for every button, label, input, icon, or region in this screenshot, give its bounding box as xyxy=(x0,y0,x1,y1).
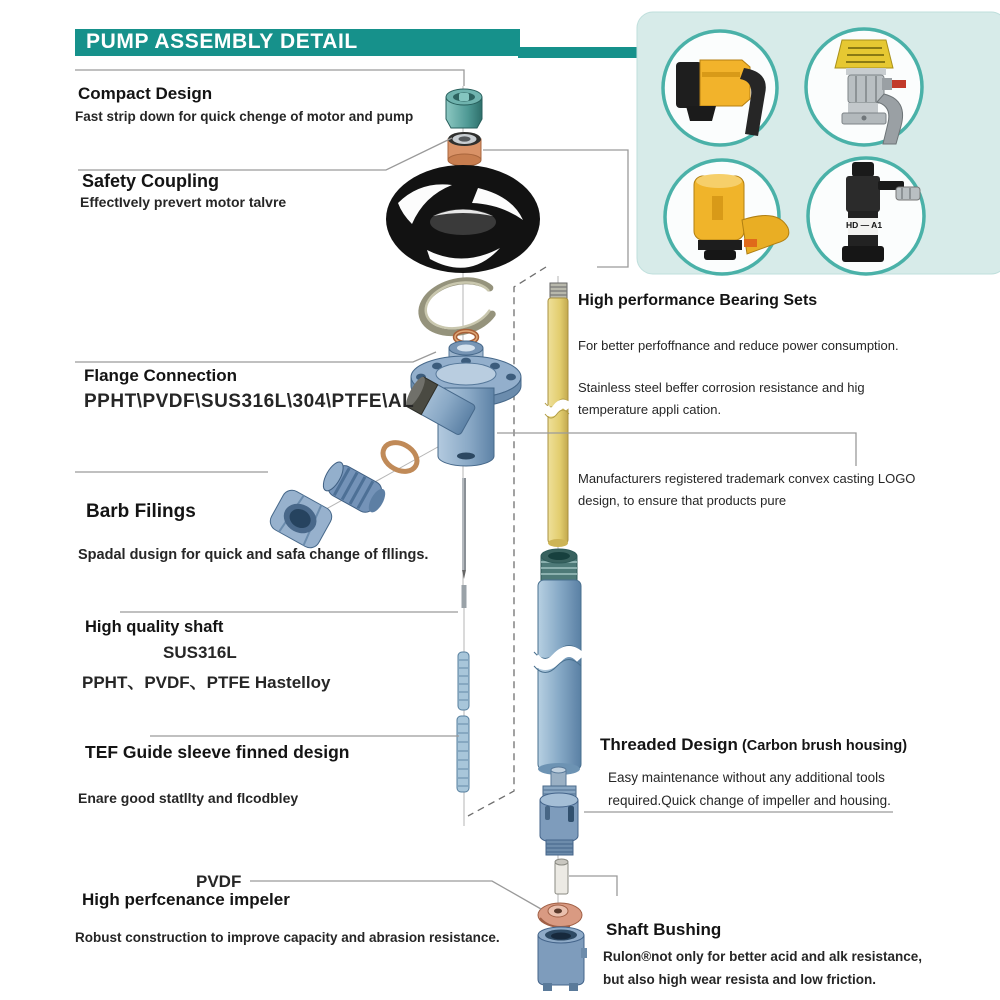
callout-tef-guide-desc: Enare good statllty and flcodbley xyxy=(78,790,299,806)
product-photos-panel xyxy=(637,12,1000,274)
callout-barb-filings-title: Barb Filings xyxy=(86,501,196,522)
callout-shaft-bushing-title: Shaft Bushing xyxy=(606,920,722,939)
barb-fitting-part xyxy=(319,459,390,518)
page-title: PUMP ASSEMBLY DETAIL xyxy=(86,30,358,53)
callout-flange-connection-desc: PPHT\PVDF\SUS316L\304\PTFE\AL xyxy=(84,391,415,412)
shaft-part xyxy=(462,478,466,608)
callout-threaded-design-desc2: required.Quick change of impeller and housing. xyxy=(608,793,891,808)
callout-threaded-design-title-suffix: (Carbon brush housing) xyxy=(737,738,908,754)
callout-bearing-sets-desc2: Stainless steel beffer corrosion resistance and hig xyxy=(578,380,865,395)
o-ring-part xyxy=(378,437,422,477)
threaded-column-part xyxy=(534,549,581,775)
callout-impeller-pre: PVDF xyxy=(196,872,242,891)
callout-shaft-line3: PPHT、PVDF、PTFE Hastelloy xyxy=(82,673,331,692)
callout-tef-guide-title: TEF Guide sleeve finned design xyxy=(85,742,350,762)
header-rule xyxy=(518,47,639,58)
callout-threaded-design-title-row xyxy=(600,735,907,755)
callout-compact-design-title: Compact Design xyxy=(78,84,213,103)
callout-logo-note-line2: design, to ensure that products pure xyxy=(578,493,787,508)
callout-shaft-line2: SUS316L xyxy=(163,643,237,662)
callout-logo-note-line1: Manufacturers registered trademark convex casting LOGO xyxy=(578,471,916,486)
callout-flange-connection-title: Flange Connection xyxy=(84,366,237,385)
flange-part xyxy=(403,341,521,466)
snap-ring-part xyxy=(416,274,498,340)
coupling-disc-part xyxy=(386,165,540,273)
coupling-cap-part xyxy=(446,89,482,128)
callout-safety-coupling-title: Safety Coupling xyxy=(82,171,220,191)
shaft-bushing-part xyxy=(555,859,568,894)
callout-barb-filings-desc: Spadal dusign for quick and safa change of fllings. xyxy=(78,547,429,563)
callout-bearing-sets-title: High performance Bearing Sets xyxy=(578,292,818,309)
callout-shaft-title: High quality shaft xyxy=(85,618,224,636)
callout-shaft-bushing-desc2: but also high wear resista and low friction. xyxy=(603,972,877,987)
callout-compact-design-desc: Fast strip down for quick chenge of motor and pump xyxy=(75,109,414,124)
callout-impeller-title: High perfcenance impeler xyxy=(82,890,290,909)
yellow-shaft-part xyxy=(545,283,569,547)
callout-bearing-sets-desc3: temperature appli cation. xyxy=(578,402,722,417)
callout-impeller-desc: Robust construction to improve capacity and abrasion resistance. xyxy=(75,930,500,945)
product-model-label: HD — A1 xyxy=(846,220,883,230)
callout-shaft-bushing-desc1: Rulon®not only for better acid and alk resistance, xyxy=(603,949,923,964)
page-header xyxy=(75,29,520,56)
bearing-part xyxy=(448,132,481,166)
guide-sleeve-part xyxy=(457,652,469,792)
nut-part xyxy=(267,487,336,552)
pump-housing-part xyxy=(540,767,578,855)
callout-threaded-design-desc1: Easy maintenance without any additional tools xyxy=(608,770,885,785)
foot-casing-part xyxy=(538,927,587,991)
callout-bearing-sets-desc1: For better perfoffnance and reduce power consumption. xyxy=(578,338,899,353)
impeller-part xyxy=(538,903,582,927)
callout-safety-coupling-desc: EffectIvely prevert motor talvre xyxy=(80,194,287,210)
callout-threaded-design-title: Threaded Design xyxy=(600,735,738,754)
